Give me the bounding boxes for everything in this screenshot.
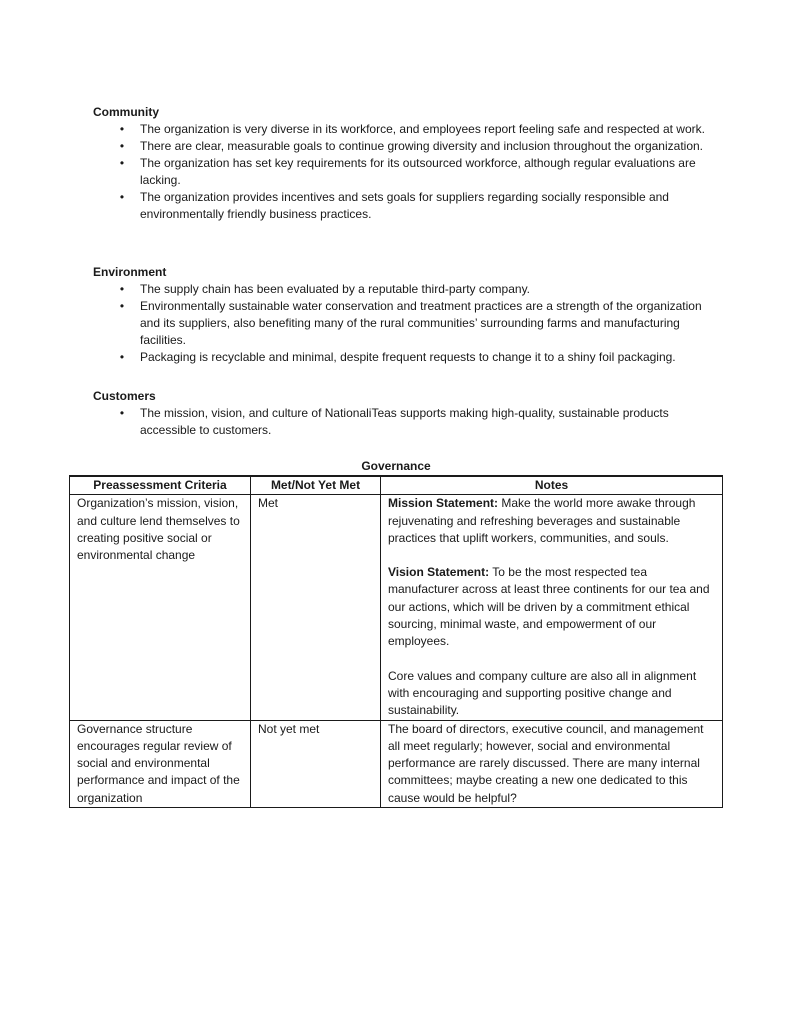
mission-label: Mission Statement: (388, 496, 499, 511)
bullet-icon: • (119, 282, 125, 296)
bullet-icon: • (119, 350, 125, 364)
column-header-notes: Notes (381, 476, 723, 495)
list-item: • Packaging is recyclable and minimal, despite frequent requests to change it to a shiny foil packaging. (93, 349, 713, 366)
list-item: • The supply chain has been evaluated by a reputable third-party company. (93, 281, 713, 298)
customers-heading: Customers (93, 389, 156, 403)
bullet-icon: • (119, 139, 125, 153)
notes-cell: The board of directors, executive council, and management all meet regularly; however, social and environmental performance are rarely discussed. There are many internal committees; maybe creating a new one dedicated to this cause would be helpful? (381, 720, 723, 807)
bullet-icon: • (119, 122, 125, 136)
vision-statement (388, 564, 715, 650)
column-header-status: Met/Not Yet Met (251, 476, 381, 495)
paragraph-spacer (388, 547, 715, 564)
vision-label: Vision Statement: (388, 565, 490, 580)
criteria-cell: Organization’s mission, vision, and culture lend themselves to creating positive social or environmental change (70, 495, 251, 720)
mission-statement (388, 495, 715, 547)
core-values-text: Core values and company culture are also all in alignment with encouraging and supporting positive change and sustainability. (388, 668, 697, 718)
customers-section (93, 388, 713, 439)
status-cell: Met (251, 495, 381, 720)
list-item: • The organization is very diverse in its workforce, and employees report feeling safe and respected at work. (93, 121, 713, 138)
status-cell: Not yet met (251, 720, 381, 807)
customers-list (93, 405, 713, 439)
paragraph-spacer (388, 651, 715, 668)
bullet-icon: • (119, 190, 125, 204)
vision-text: To be the most respected tea manufacturer across at least three continents for our tea and our actions, which will be driven by a commitment ethical sourcing, minimal waste, and empowerment of our employees. (388, 565, 710, 649)
list-item: • There are clear, measurable goals to continue growing diversity and inclusion throughout the organization. (93, 138, 713, 155)
bullet-icon: • (119, 156, 125, 170)
list-item: • The organization has set key requirements for its outsourced workforce, although regular evaluations are lacking. (93, 155, 713, 189)
table-header-row (70, 476, 723, 495)
column-header-criteria: Preassessment Criteria (70, 476, 251, 495)
bullet-icon: • (119, 406, 125, 420)
environment-heading: Environment (93, 265, 167, 279)
environment-list (93, 281, 713, 366)
list-item: • The organization provides incentives and sets goals for suppliers regarding socially responsible and environmentally friendly business practices. (93, 189, 713, 223)
table-row (70, 720, 723, 807)
community-heading: Community (93, 105, 159, 119)
list-item: • The mission, vision, and culture of NationaliTeas supports making high-quality, sustainable products accessible to customers. (93, 405, 713, 439)
governance-title: Governance (361, 459, 431, 473)
notes-cell (381, 495, 723, 720)
community-list (93, 121, 713, 223)
bullet-icon: • (119, 299, 125, 313)
table-row (70, 495, 723, 720)
criteria-cell: Governance structure encourages regular review of social and environmental performance and impact of the organization (70, 720, 251, 807)
mission-text: Make the world more awake through rejuvenating and refreshing beverages and sustainable practices that uplift workers, communities, and souls. (388, 496, 696, 545)
list-item: • Environmentally sustainable water conservation and treatment practices are a strength of the organization and its suppliers, also benefiting many of the rural communities’ surrounding farms and manufacturing facilities. (93, 298, 713, 349)
community-section (93, 104, 713, 223)
governance-table (69, 475, 723, 808)
environment-section (93, 264, 713, 366)
